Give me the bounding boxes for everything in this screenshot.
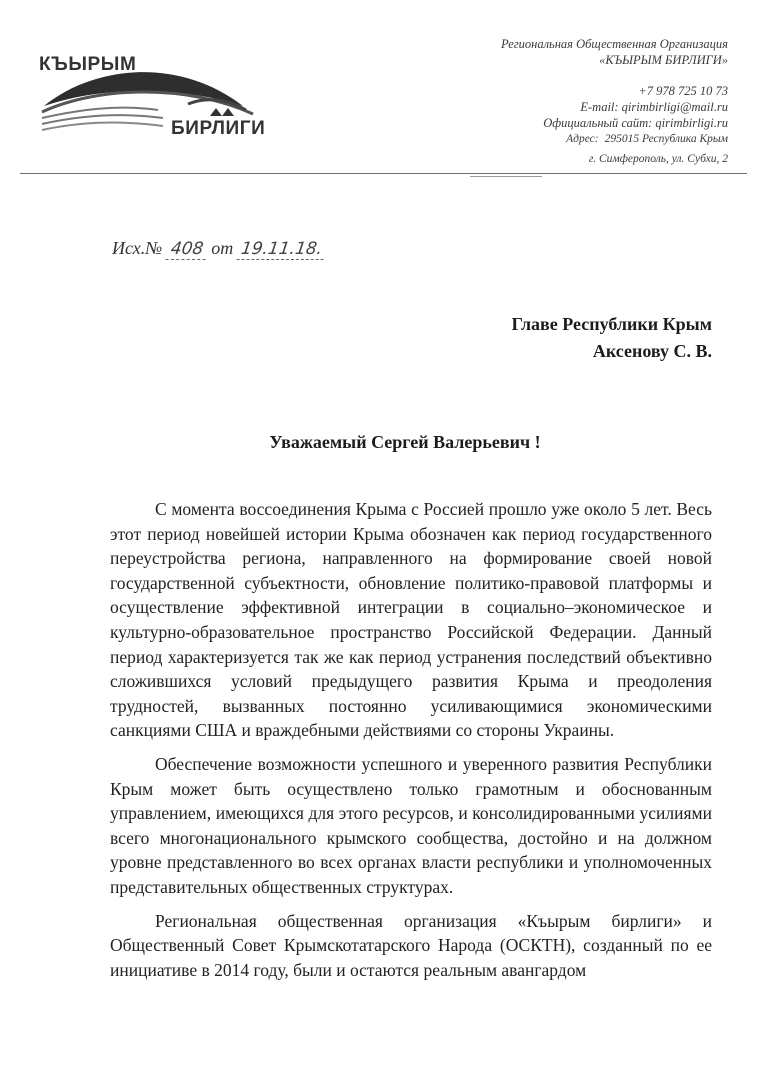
outgoing-date: 19.11.18. bbox=[236, 239, 326, 260]
org-address-label: Адрес: bbox=[566, 133, 599, 145]
outgoing-date-prefix: от bbox=[211, 238, 234, 258]
org-website: Официальный сайт: qirimbirligi.ru bbox=[543, 116, 728, 130]
organization-contacts bbox=[398, 36, 728, 167]
outgoing-number: 408 bbox=[165, 239, 208, 260]
org-address bbox=[398, 131, 728, 147]
letter-body bbox=[110, 497, 712, 991]
org-name-line2: «КЪЫРЫМ БИРЛИГИ» bbox=[599, 53, 728, 67]
salutation bbox=[0, 432, 764, 453]
header-divider bbox=[20, 173, 747, 174]
org-email: E-mail: qirimbirligi@mail.ru bbox=[580, 100, 728, 114]
outgoing-reference bbox=[112, 238, 325, 260]
header-divider-accent bbox=[470, 176, 542, 177]
salutation-text: Уважаемый Сергей Валерьевич ! bbox=[269, 432, 541, 452]
addressee-block bbox=[512, 311, 712, 365]
outgoing-prefix: Исх.№ bbox=[112, 238, 163, 258]
body-paragraph: С момента воссоединения Крыма с Россией прошло уже около 5 лет. Весь этот период новейшей истории Крыма обозначен как период государственного переустройства региона, направленного на формирование своей новой государственной субъектности, обновление политико-правовой платформы и осуществление эффективной интеграции в социально–экономическое и культурно-образовательное пространство Российской Федерации. Данный период характеризуется так же как период устранения последствий объективно сложившихся условий предыдущего развития Крыма и преодоления трудностей, вызванных постоянно усиливающимися экономическими санкциями США и враждебными действиями со стороны Украины. bbox=[110, 499, 712, 741]
logo-bottom-text: БИРЛИГИ bbox=[171, 118, 266, 139]
org-phone: +7 978 725 10 73 bbox=[638, 84, 728, 98]
addressee-name: Аксенову С. В. bbox=[592, 341, 712, 361]
org-address-value: 295015 Республика Крым bbox=[604, 133, 728, 145]
org-city: г. Симферополь, ул. Субхи, 2 bbox=[588, 153, 728, 165]
logo-top-text: КЪЫРЫМ bbox=[39, 54, 137, 75]
addressee-title: Главе Республики Крым bbox=[511, 314, 712, 334]
org-name-line1: Региональная Общественная Организация bbox=[501, 37, 728, 51]
body-paragraph: Региональная общественная организация «Къырым бирлиги» и Общественный Совет Крымскотатарского Народа (ОСКТН), созданный по ее инициативе в 2014 году, были и остаются реальным авангардом bbox=[110, 910, 712, 980]
organization-logo bbox=[38, 48, 283, 143]
body-paragraph: Обеспечение возможности успешного и уверенного развития Республики Крым может быть осуществлено только грамотным и обоснованным управлением, имеющихся для этого ресурсов, и консолидированными усилиями всего многонационального крымского сообщества, достойно и на должном уровне представленного во всех органах власти республики и уполномоченных представительных общественных структурах. bbox=[110, 753, 712, 897]
